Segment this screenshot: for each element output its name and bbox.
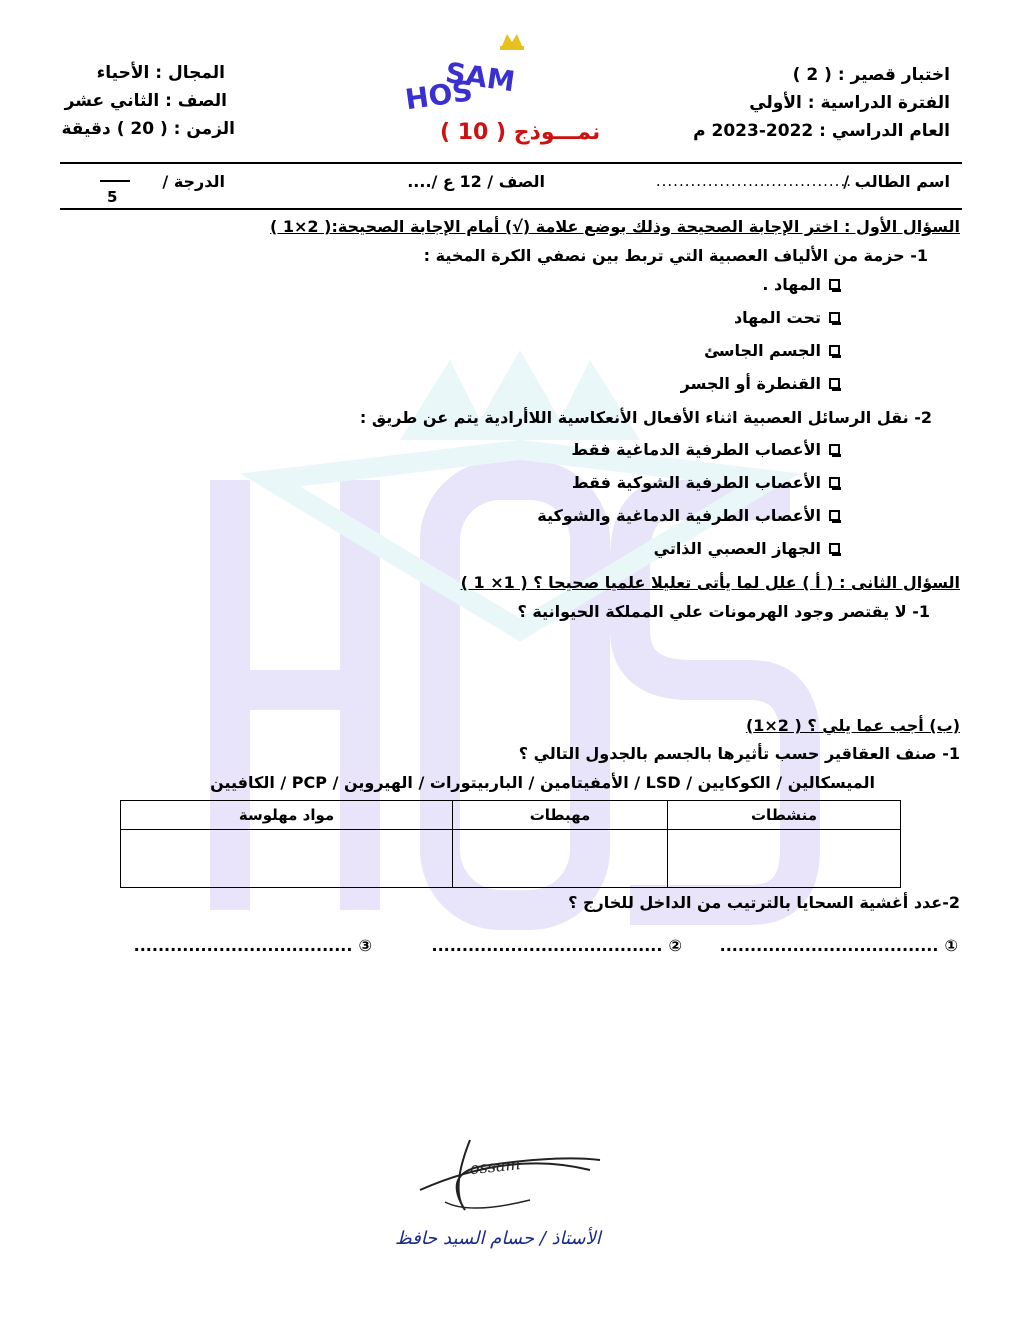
svg-text:ossam: ossam [468, 1154, 522, 1179]
q1-item1-text: 1- حزمة من الألياف العصبية التي تربط بين نصفي الكرة المخية : [423, 246, 928, 265]
q1-item1-option4[interactable]: القنطرة أو الجسر [681, 374, 840, 393]
header-divider [60, 162, 962, 164]
checkbox-icon[interactable] [829, 543, 840, 554]
circled-one-icon: ① [944, 936, 958, 955]
hossam-logo [403, 28, 562, 118]
time-allowed: الزمن : ( 20 ) دقيقة [61, 119, 235, 139]
checkbox-icon[interactable] [829, 378, 840, 389]
table-cell-stimulants[interactable] [667, 830, 900, 888]
grade-total: 5 [107, 188, 118, 206]
answer-3[interactable] [134, 936, 372, 955]
q1-item2-text: 2- نقل الرسائل العصبية اثناء الأفعال الأنعكاسية اللاأرادية يتم عن طريق : [359, 408, 932, 427]
academic-year: العام الدراسي : 2022-2023 م [693, 121, 950, 141]
model-number: نمـــوذج ( 10 ) [440, 120, 601, 145]
q2-title: السؤال الثانى : ( أ ) علل لما يأتى تعليلا علميا صحيحا ؟ ( 1× 1 ) [460, 573, 960, 592]
student-name-label: اسم الطالب / [843, 172, 950, 191]
q2-b-item2: 2-عدد أغشية السحايا بالترتيب من الداخل للخارج ؟ [568, 893, 960, 912]
quiz-number: اختبار قصير : ( 2 ) [792, 65, 950, 85]
answer-blank: ...................................... [431, 936, 663, 955]
answer-1[interactable] [720, 936, 958, 955]
drug-classification-table [120, 800, 901, 888]
grade-label: الدرجة / [162, 172, 225, 191]
answer-2[interactable] [431, 936, 682, 955]
checkbox-icon[interactable] [829, 510, 840, 521]
grade-fraction-bar [100, 180, 130, 182]
q1-item2-option4[interactable]: الجهاز العصبي الذاتي [654, 539, 840, 558]
table-header-hallucinogens: مواد مهلوسة [121, 801, 453, 830]
answer-blank: .................................... [133, 936, 353, 955]
drug-list: الميسكالين / الكوكايين / LSD / الأمفيتامين / الباربيتورات / الهيروين / PCP / الكافيين [210, 773, 875, 792]
checkbox-icon[interactable] [829, 444, 840, 455]
q2-a-item1: 1- لا يقتصر وجود الهرمونات علي المملكة الحيوانية ؟ [517, 602, 930, 621]
subject-field: المجال : الأحياء [96, 63, 225, 83]
q1-title: السؤال الأول : اختر الإجابة الصحيحة وذلك بوضع علامة (√) أمام الإجابة الصحيحة:( 2×1 ) [269, 217, 960, 236]
class-label: الصف / 12 ع /.... [407, 172, 545, 191]
q1-item2-option1[interactable]: الأعصاب الطرفية الدماغية فقط [571, 440, 840, 459]
q1-item1-option2[interactable]: تحت المهاد [734, 308, 840, 327]
table-cell-hallucinogens[interactable] [121, 830, 453, 888]
term: الفترة الدراسية : الأولي [749, 93, 950, 113]
teacher-name: الأستاذ / حسام السيد حافظ [395, 1228, 601, 1249]
q1-item2-option2[interactable]: الأعصاب الطرفية الشوكية فقط [572, 473, 840, 492]
circled-three-icon: ③ [358, 936, 372, 955]
circled-two-icon: ② [668, 936, 682, 955]
table-header-row [121, 801, 901, 830]
checkbox-icon[interactable] [829, 279, 840, 290]
handwritten-signature [410, 1130, 610, 1220]
q2-b-item1: 1- صنف العقاقير حسب تأثيرها بالجسم بالجدول التالي ؟ [518, 744, 960, 763]
logo-letters-left: HOS [403, 74, 475, 117]
q1-item2-option3[interactable]: الأعصاب الطرفية الدماغية والشوكية [537, 506, 840, 525]
checkbox-icon[interactable] [829, 345, 840, 356]
checkbox-icon[interactable] [829, 477, 840, 488]
table-header-depressants: مهبطات [453, 801, 668, 830]
checkbox-icon[interactable] [829, 312, 840, 323]
table-cell-depressants[interactable] [453, 830, 668, 888]
student-line-divider [60, 208, 962, 210]
table-header-stimulants: منشطات [667, 801, 900, 830]
grade-level: الصف : الثاني عشر [64, 91, 227, 111]
q1-item1-option3[interactable]: الجسم الجاسئ [704, 341, 840, 360]
table-row [121, 830, 901, 888]
logo-letters-right: SAM [443, 55, 517, 99]
student-name-blank[interactable]: .................................. [655, 172, 852, 190]
q2-part-b-title: (ب) أجب عما يلي ؟ ( 2×1) [745, 716, 960, 735]
q1-item1-option1[interactable]: المهاد . [762, 275, 840, 294]
answer-blank: .................................... [719, 936, 939, 955]
